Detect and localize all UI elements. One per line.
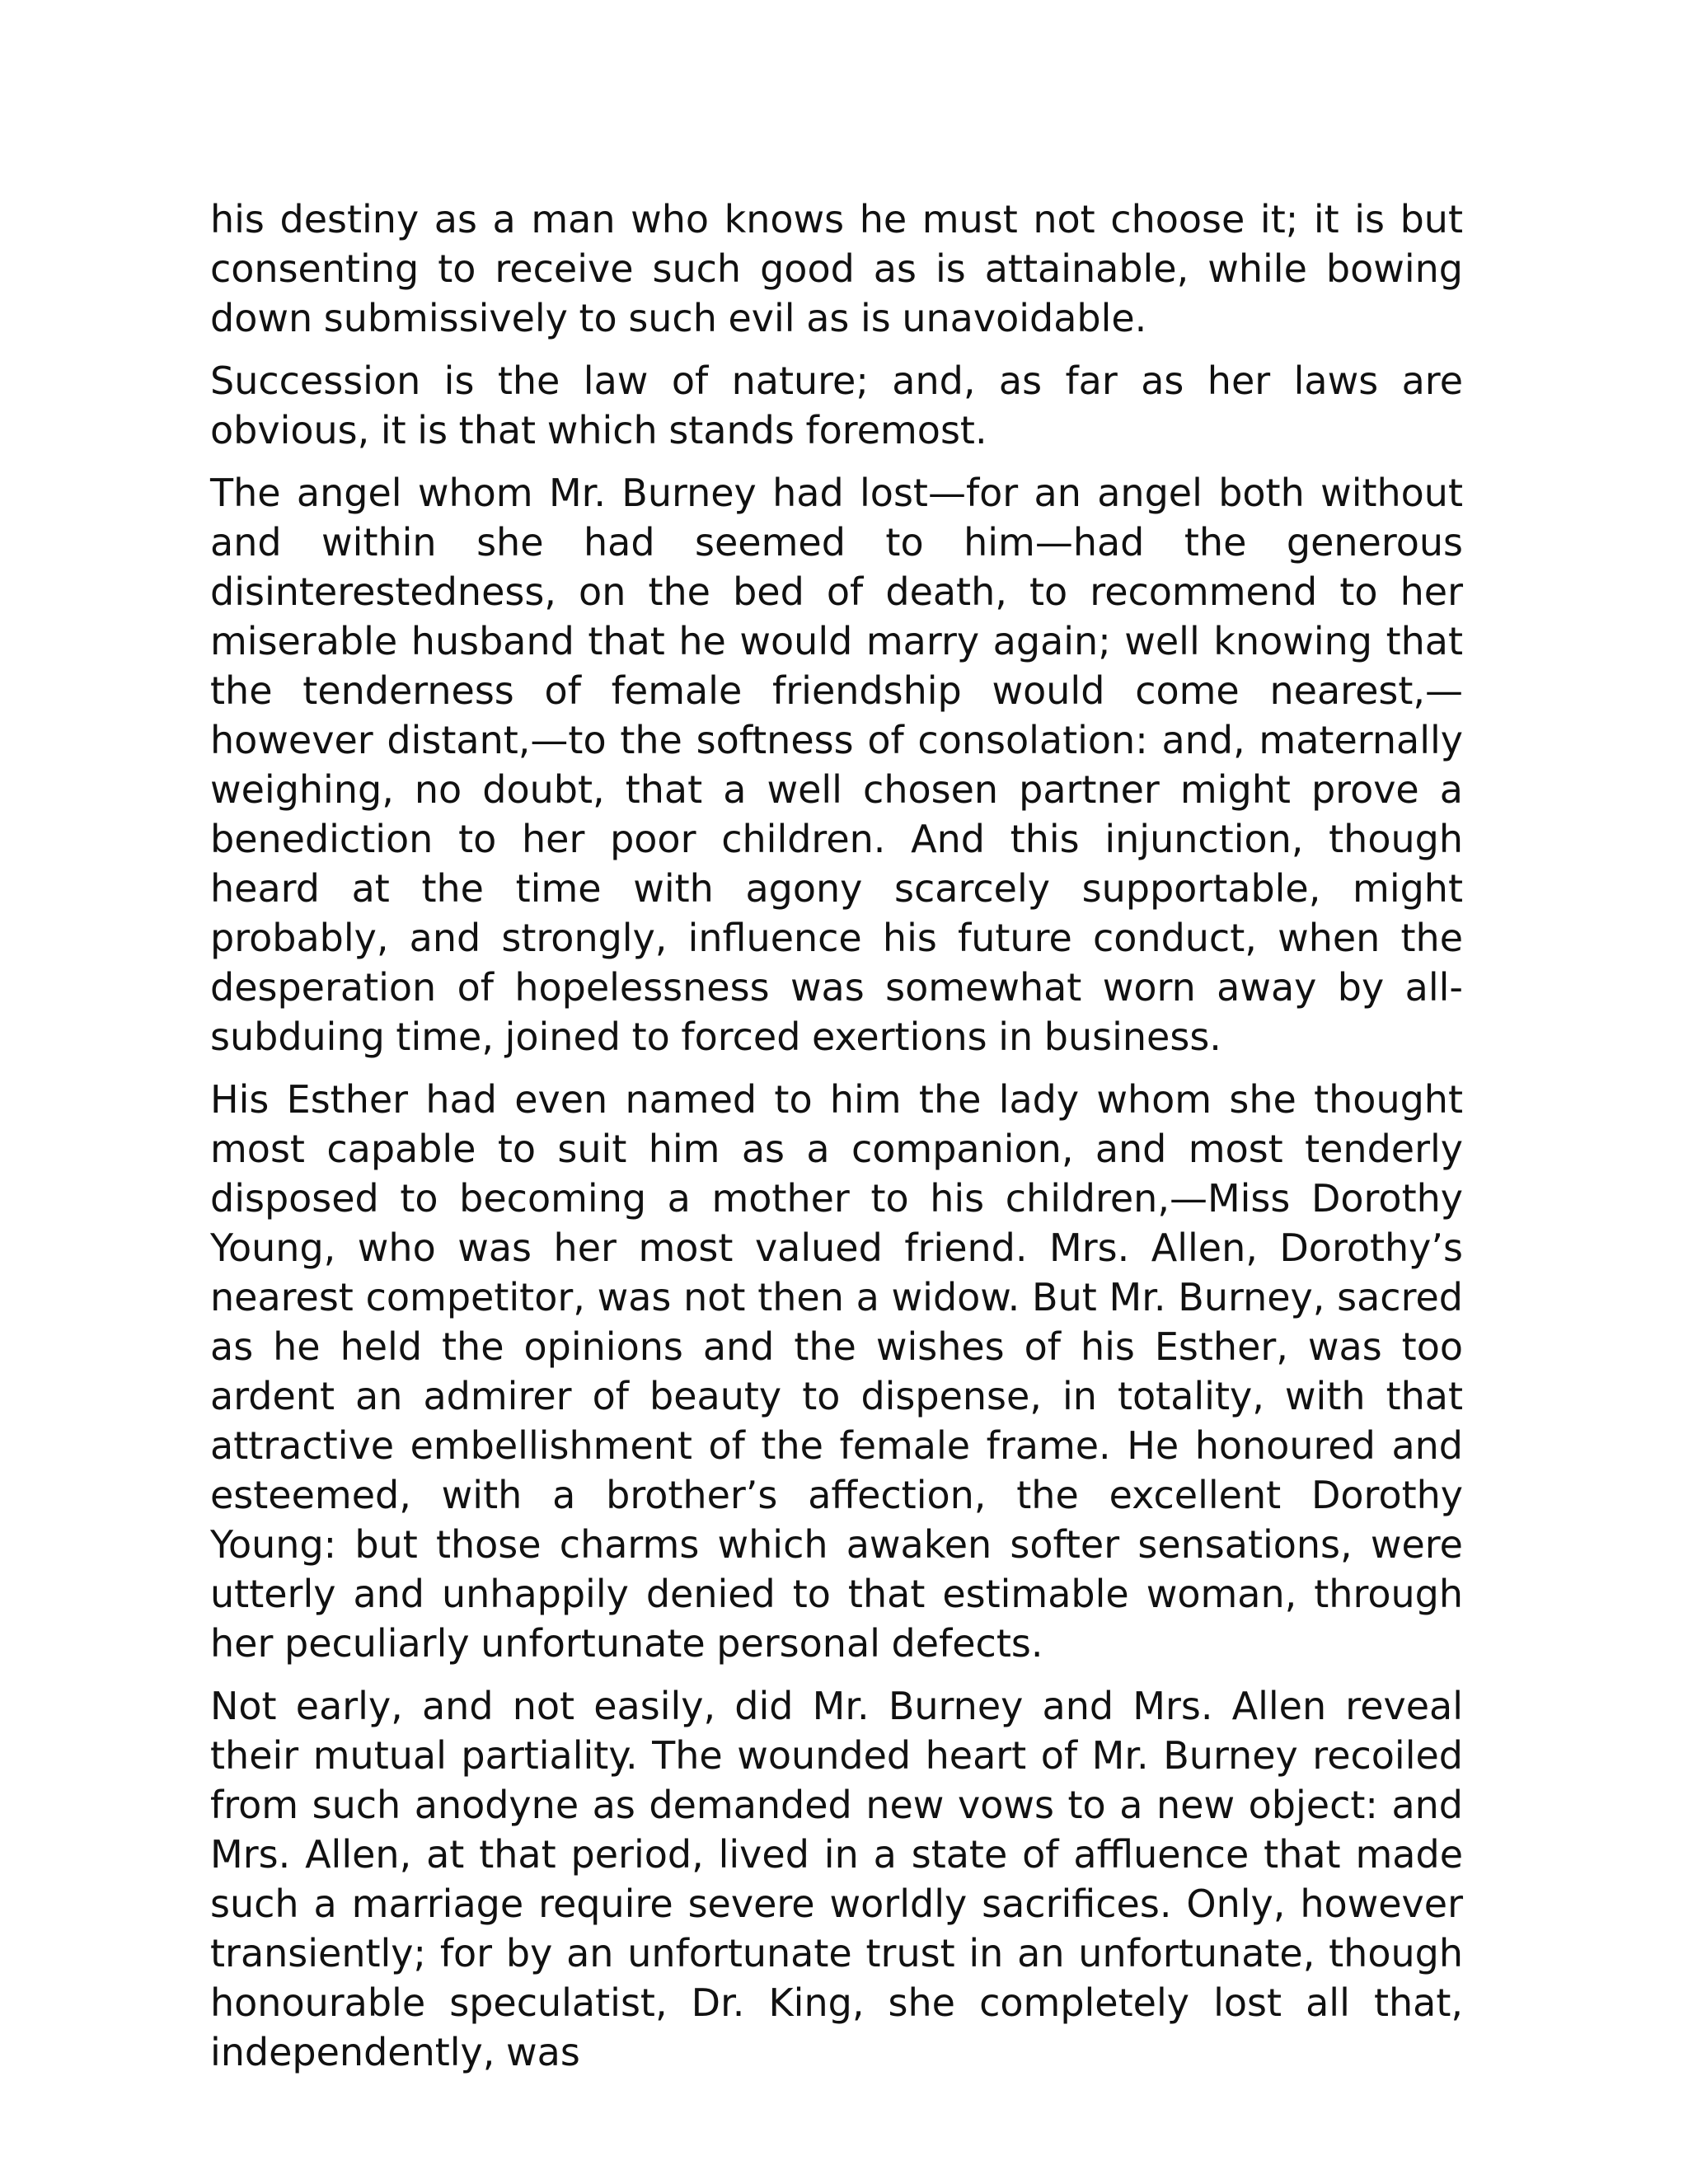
paragraph-4: His Esther had even named to him the lady whom she thought most capable to suit him as a companion, and most tenderly disposed to becoming a mother to his children,—Miss Dorothy Young, who was her most valued friend. Mrs. Allen, Dorothy’s nearest competitor, was not then a widow. But Mr. Burney, sacred as he held the opinions and the wishes of his Esther, was too ardent an admirer of beauty to dispense, in totality, with that attractive embellishment of the female frame. He honoured and esteemed, with a brother’s affection, the excellent Dorothy Young: but those charms which awaken softer sensations, were utterly and unhappily denied to that estimable woman, through her peculiarly unfortunate personal defects. xyxy=(210,1077,1463,1666)
paragraph-2: Succession is the law of nature; and, as far as her laws are obvious, it is that which stands foremost. xyxy=(210,359,1463,452)
paragraph-1: his destiny as a man who knows he must not choose it; it is but consenting to receive such good as is attainable, while bowing down submissively to such evil as is unavoidable. xyxy=(210,197,1463,340)
document-page xyxy=(210,194,1463,2090)
paragraph-3: The angel whom Mr. Burney had lost—for an angel both without and within she had seemed to him—had the generous disinterestedness, on the bed of death, to recommend to her miserable husband that he would marry again; well knowing that the tenderness of female friendship would come nearest,—however distant,—to the softness of consolation: and, maternally weighing, no doubt, that a well chosen partner might prove a benediction to her poor children. And this injunction, though heard at the time with agony scarcely supportable, might probably, and strongly, influence his future conduct, when the desperation of hopelessness was somewhat worn away by all-subduing time, joined to forced exertions in business. xyxy=(210,471,1463,1059)
paragraph-5: Not early, and not easily, did Mr. Burney and Mrs. Allen reveal their mutual partiality. The wounded heart of Mr. Burney recoiled from such anodyne as demanded new vows to a new object: and Mrs. Allen, at that period, lived in a state of affluence that made such a marriage require severe worldly sacrifices. Only, however transiently; for by an unfortunate trust in an unfortunate, though honourable speculatist, Dr. King, she completely lost all that, independently, was xyxy=(210,1684,1463,2074)
